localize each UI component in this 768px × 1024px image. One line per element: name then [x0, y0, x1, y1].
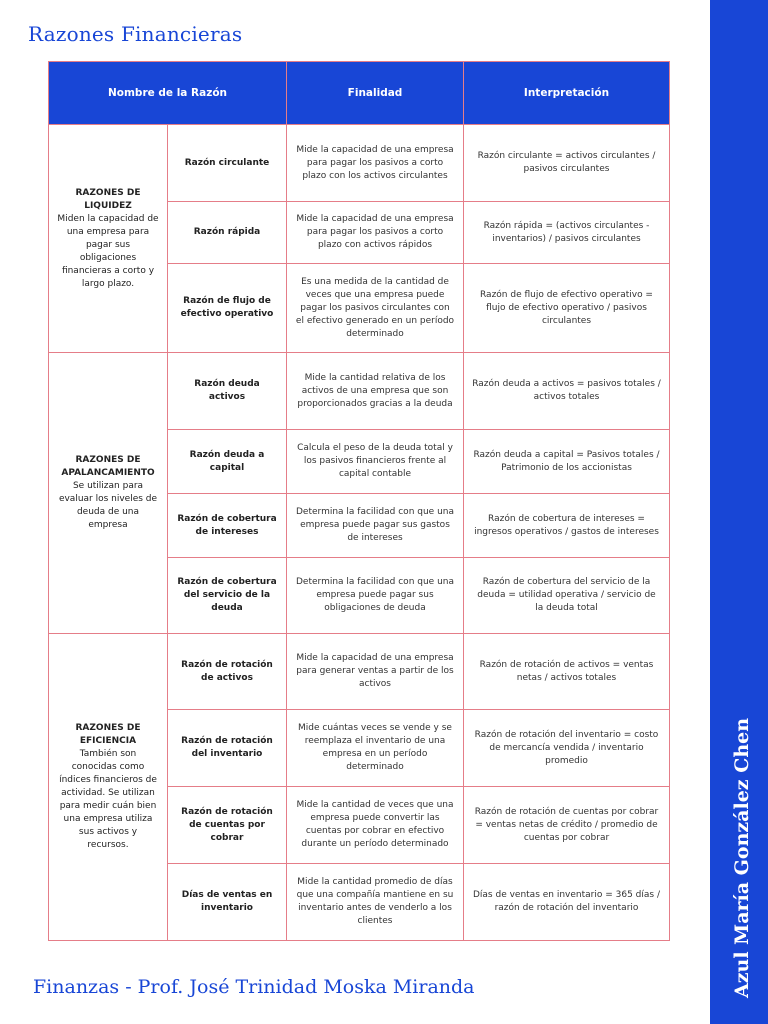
- ratio-purpose: Mide la capacidad de una empresa para generar ventas a partir de los activos: [287, 634, 464, 710]
- ratio-name: Razón de rotación del inventario: [168, 710, 287, 787]
- ratio-purpose: Determina la facilidad con que una empresa puede pagar sus gastos de intereses: [287, 494, 464, 558]
- ratio-purpose: Mide cuántas veces se vende y se reemplaza el inventario de una empresa en un período determinado: [287, 710, 464, 787]
- header-purpose: Finalidad: [287, 62, 464, 125]
- ratio-purpose: Determina la facilidad con que una empresa puede pagar sus obligaciones de deuda: [287, 558, 464, 634]
- ratio-purpose: Calcula el peso de la deuda total y los pasivos financieros frente al capital contable: [287, 430, 464, 494]
- ratio-interpretation: Razón deuda a capital = Pasivos totales / Patrimonio de los accionistas: [464, 430, 670, 494]
- ratio-name: Razón de cobertura del servicio de la deuda: [168, 558, 287, 634]
- ratio-name: Razón de rotación de cuentas por cobrar: [168, 787, 287, 864]
- ratio-interpretation: Razón de cobertura del servicio de la deuda = utilidad operativa / servicio de la deuda total: [464, 558, 670, 634]
- group-description: Miden la capacidad de una empresa para pagar sus obligaciones financieras a corto y largo plazo.: [57, 213, 159, 289]
- ratio-interpretation: Razón rápida = (activos circulantes - inventarios) / pasivos circulantes: [464, 202, 670, 264]
- ratio-name: Razón deuda a capital: [168, 430, 287, 494]
- ratios-table: [48, 61, 670, 941]
- ratio-name: Razón rápida: [168, 202, 287, 264]
- ratio-interpretation: Razón de rotación del inventario = costo de mercancía vendida / inventario promedio: [464, 710, 670, 787]
- group-cell-apalancamiento: [49, 353, 168, 634]
- group-description: También son conocidas como índices financieros de actividad. Se utilizan para medir cuán bien una empresa utiliza sus activos y recursos.: [59, 749, 157, 850]
- sidebar-author: Azul María González Chen: [731, 717, 753, 998]
- group-cell-liquidez: [49, 125, 168, 353]
- ratio-name: Razón circulante: [168, 125, 287, 202]
- ratio-purpose: Es una medida de la cantidad de veces que una empresa puede pagar los pasivos circulantes con el efectivo generado en un período determinado: [287, 264, 464, 353]
- ratio-purpose: Mide la cantidad promedio de días que una compañía mantiene en su inventario antes de venderlo a los clientes: [287, 864, 464, 941]
- group-title: RAZONES DE LIQUIDEZ: [75, 187, 141, 211]
- page-title: Razones Financieras: [28, 22, 243, 46]
- table-row: [49, 125, 670, 202]
- ratio-interpretation: Razón de flujo de efectivo operativo = flujo de efectivo operativo / pasivos circulantes: [464, 264, 670, 353]
- ratio-name: Razón de rotación de activos: [168, 634, 287, 710]
- group-title: RAZONES DE EFICIENCIA: [75, 723, 141, 746]
- ratio-interpretation: Razón circulante = activos circulantes / pasivos circulantes: [464, 125, 670, 202]
- ratio-interpretation: Días de ventas en inventario = 365 días / razón de rotación del inventario: [464, 864, 670, 941]
- ratio-purpose: Mide la cantidad de veces que una empresa puede convertir las cuentas por cobrar en efectivo durante un período determinado: [287, 787, 464, 864]
- ratio-name: Razón deuda activos: [168, 353, 287, 430]
- ratio-interpretation: Razón de cobertura de intereses = ingresos operativos / gastos de intereses: [464, 494, 670, 558]
- ratio-interpretation: Razón de rotación de activos = ventas netas / activos totales: [464, 634, 670, 710]
- table-row: [49, 353, 670, 430]
- header-interpretation: Interpretación: [464, 62, 670, 125]
- group-title: RAZONES DE APALANCAMIENTO: [61, 455, 155, 478]
- ratio-interpretation: Razón deuda a activos = pasivos totales / activos totales: [464, 353, 670, 430]
- ratio-purpose: Mide la capacidad de una empresa para pagar los pasivos a corto plazo con los activos circulantes: [287, 125, 464, 202]
- ratio-name: Días de ventas en inventario: [168, 864, 287, 941]
- table-row: [49, 634, 670, 710]
- ratio-name: Razón de cobertura de intereses: [168, 494, 287, 558]
- group-description: Se utilizan para evaluar los niveles de deuda de una empresa: [58, 481, 158, 530]
- sidebar: [710, 0, 768, 1024]
- table-header-row: [49, 62, 670, 125]
- header-name: Nombre de la Razón: [49, 62, 287, 125]
- footer-course: Finanzas - Prof. José Trinidad Moska Miranda: [33, 976, 475, 998]
- ratio-purpose: Mide la capacidad de una empresa para pagar los pasivos a corto plazo con activos rápidos: [287, 202, 464, 264]
- ratio-name: Razón de flujo de efectivo operativo: [168, 264, 287, 353]
- ratio-purpose: Mide la cantidad relativa de los activos de una empresa que son proporcionados gracias a la deuda: [287, 353, 464, 430]
- group-cell-eficiencia: [49, 634, 168, 941]
- ratio-interpretation: Razón de rotación de cuentas por cobrar = ventas netas de crédito / promedio de cuentas por cobrar: [464, 787, 670, 864]
